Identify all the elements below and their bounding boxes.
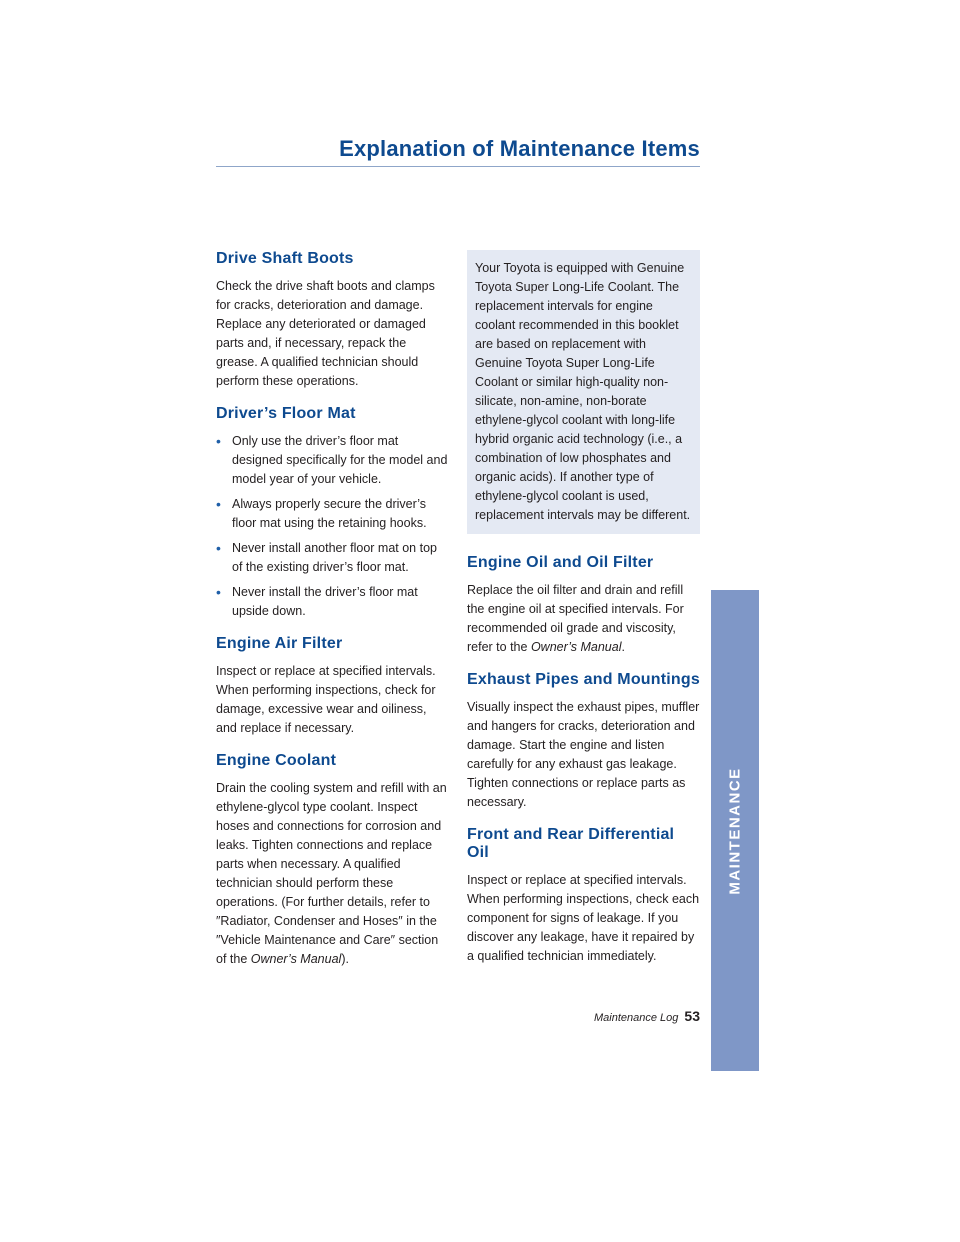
section-body: Inspect or replace at specified intervals. When performing inspections, check for damage, excessive wear and oiliness, and replace if necessary. xyxy=(216,664,436,735)
section-differential-oil xyxy=(467,826,700,966)
bullet-icon: • xyxy=(216,433,221,449)
list-item: • Only use the driver’s floor mat designed specifically for the model and model year of your vehicle. xyxy=(216,433,448,486)
section-engine-air-filter xyxy=(216,635,450,738)
section-heading: Engine Oil and Oil Filter xyxy=(467,554,654,571)
bullet-icon: • xyxy=(216,584,221,600)
section-exhaust-pipes xyxy=(467,671,700,812)
section-body: Check the drive shaft boots and clamps for cracks, deterioration and damage. Replace any deteriorated or damaged parts and, if necessary, repack the grease. A qualified technician should perform these operations. xyxy=(216,279,435,388)
left-column xyxy=(216,250,450,983)
title-divider xyxy=(216,166,700,167)
section-body: Inspect or replace at specified intervals. When performing inspections, check each component for signs of leakage. If you discover any leakage, have it repaired by a qualified technician immediately. xyxy=(467,873,700,963)
section-heading: Driver’s Floor Mat xyxy=(216,405,356,422)
section-heading: Engine Air Filter xyxy=(216,635,343,652)
section-heading: Drive Shaft Boots xyxy=(216,250,354,267)
right-column xyxy=(467,250,700,980)
side-tab-maintenance xyxy=(711,590,759,1071)
section-body: Drain the cooling system and refill with an ethylene-glycol type coolant. Inspect hoses and connections for corrosion and leaks. Tighten connections and replace parts when necessary. A qualified technician should perform these operations. (For further details, refer to ″Radiator, Condenser and Hoses″ in the ″Vehicle Maintenance and Care″ section of the Owner’s Manual). xyxy=(216,781,447,966)
section-drive-shaft-boots xyxy=(216,250,450,391)
manual-reference: Owner’s Manual xyxy=(530,640,622,654)
page-number: 53 xyxy=(684,1008,700,1024)
list-item: • Never install another floor mat on top of the existing driver’s floor mat. xyxy=(216,540,437,574)
list-item: • Always properly secure the driver’s floor mat using the retaining hooks. xyxy=(216,496,427,530)
coolant-note-box: Your Toyota is equipped with Genuine Toyota Super Long-Life Coolant. The replacement intervals for engine coolant recommended in this booklet are based on replacement with Genuine Toyota Super Long-Life Coolant or similar high-quality non-silicate, non-amine, non-borate ethylene-glycol coolant with long-life hybrid organic acid technology (i.e., a combination of low phosphates and organic acids). If another type of ethylene-glycol coolant is used, replacement intervals may be different. xyxy=(467,250,700,534)
section-heading: Engine Coolant xyxy=(216,752,337,769)
section-heading: Front and Rear Differential Oil xyxy=(467,826,675,861)
bullet-icon: • xyxy=(216,496,221,512)
footer-label: Maintenance Log xyxy=(594,1012,679,1024)
section-body: Replace the oil filter and drain and refill the engine oil at specified intervals. For recommended oil grade and viscosity, refer to the Owner’s Manual. xyxy=(467,583,684,654)
list-item: • Never install the driver’s floor mat upside down. xyxy=(216,584,418,618)
floor-mat-list xyxy=(216,432,450,621)
bullet-icon: • xyxy=(216,540,221,556)
section-heading: Exhaust Pipes and Mountings xyxy=(467,671,700,688)
section-engine-coolant xyxy=(216,752,450,969)
side-tab-label: MAINTENANCE xyxy=(726,766,744,895)
page-title: Explanation of Maintenance Items xyxy=(339,136,700,161)
page-footer xyxy=(500,1008,700,1026)
section-engine-oil xyxy=(467,554,700,657)
section-body: Visually inspect the exhaust pipes, muffler and hangers for cracks, deterioration and damage. Start the engine and listen carefully for any exhaust gas leakage. Tighten connections or replace parts as necessary. xyxy=(467,700,700,809)
section-drivers-floor-mat xyxy=(216,405,450,621)
manual-reference: Owner’s Manual xyxy=(250,952,342,966)
